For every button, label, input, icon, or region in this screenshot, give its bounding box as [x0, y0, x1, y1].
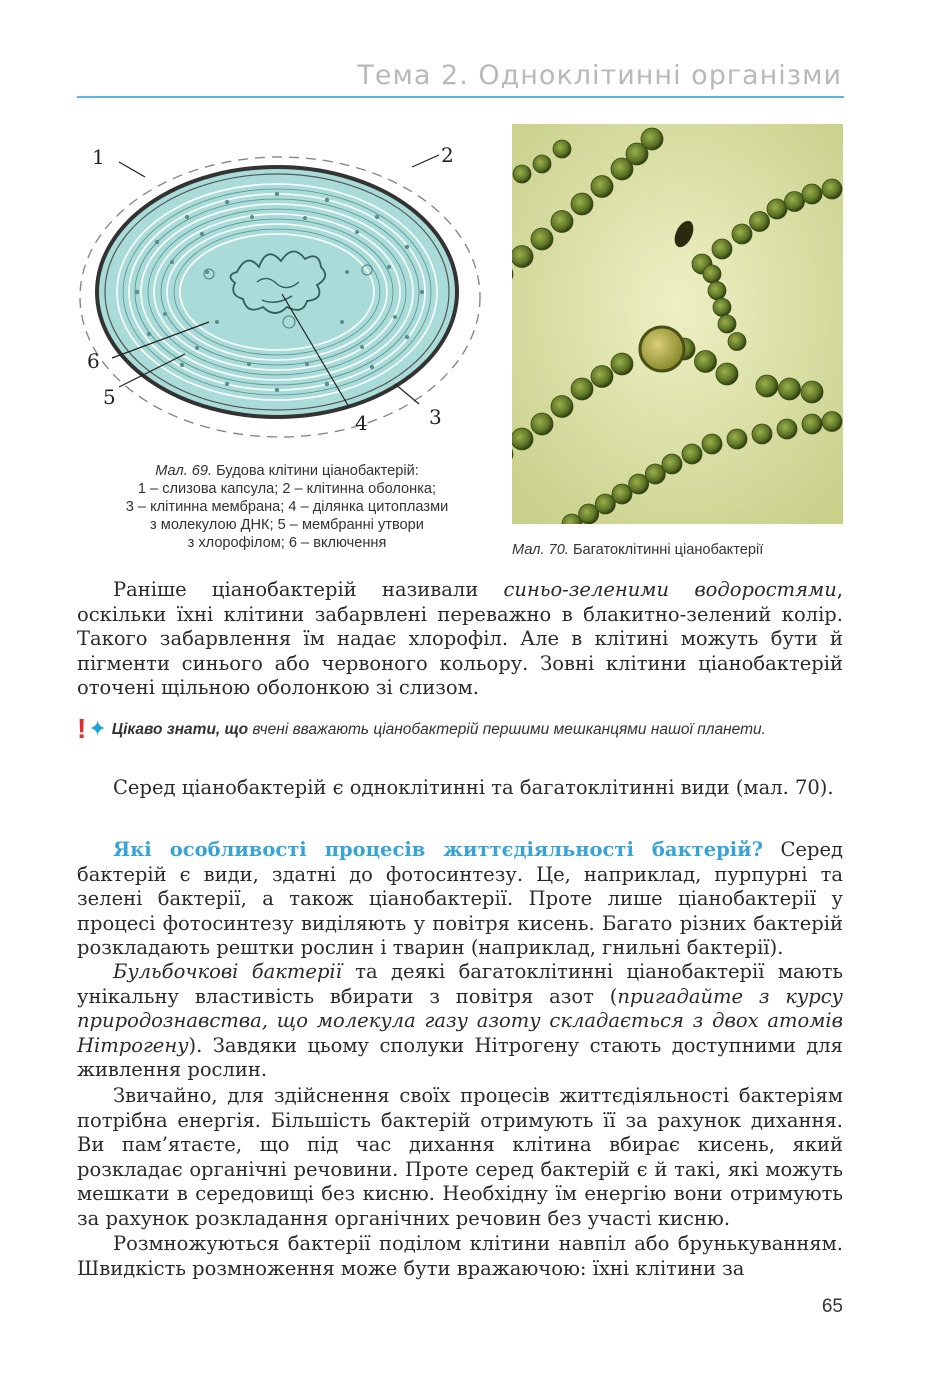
paragraph-4: Бульбочкові бактерії та деякі багатоклітинні ціанобактерії мають унікальну властивість вбирати з повітря азот (пригадайте з курсу природознавства, що молекула газу азоту складається з двох атомів Нітрогену). Завдяки цьому сполуки Нітрогену стають доступними для живлення рослин. [77, 960, 843, 1081]
figure-69-caption [77, 462, 497, 552]
caption-line: з хлорофілом; 6 – включення [187, 535, 387, 551]
caption-line: 1 – слизова капсула; 2 – клітинна оболонка; [137, 481, 437, 497]
paragraph-3: Які особливості процесів життєдіяльності бактерій? Серед бактерій є види, здатні до фотосинтезу. Це, наприклад, пурпурні та зелені бактерії, а також ціанобактерії. Проте лише ціанобактерії у процесі фотосинтезу виділяють у повітря кисень. Багато різних бактерій розкладають рештки рослин і тварин (наприклад, гнильні бактерії). [77, 838, 843, 959]
caption-lead: Мал. 69. [155, 463, 213, 479]
exclamation-icon: ! [77, 713, 87, 744]
caption-text: Багатоклітинні ціанобактерії [572, 542, 764, 558]
figure-70-micrograph [512, 124, 843, 524]
figure-69-diagram [77, 122, 497, 472]
label-1: 1 [92, 145, 105, 169]
fact-heading: Цікаво знати, що [111, 721, 249, 738]
caption-line: 3 – клітинна мембрана; 4 – ділянка цитоплазми [125, 499, 449, 515]
paragraph-6: Розмножуються бактерії поділом клітини навпіл або брунькуванням. Швидкість розмноження може бути вражаючою: їхні клітини за [77, 1232, 843, 1280]
caption-lead: Мал. 70. [512, 542, 569, 558]
caption-line: Мал. 69. Будова клітини ціанобактерій: [155, 463, 419, 479]
section-question: Які особливості процесів життєдіяльності бактерій? [113, 838, 764, 861]
page-number: 65 [821, 1296, 843, 1317]
figure-70-caption [512, 542, 763, 558]
header-rule [77, 96, 844, 98]
fact-text: вчені вважають ціанобактерій першими мешканцями нашої планети. [248, 721, 766, 738]
chapter-title: Тема 2. Одноклітинні організми [357, 60, 842, 91]
label-4: 4 [355, 411, 368, 435]
paragraph-1: Раніше ціанобактерій називали синьо-зеленими водоростями, оскільки їхні клітини забарвлені переважно в блакитно-зелений колір. Такого забарвлення їм надає хлорофіл. Але в клітині можуть бути й пігменти синього або червоного кольору. Зовні клітини ціанобактерій оточені щільною оболонкою зі слизом. [77, 578, 843, 699]
caption-line: з молекулою ДНК; 5 – мембранні утвори [150, 517, 424, 533]
label-2: 2 [441, 143, 454, 167]
label-3: 3 [429, 405, 442, 429]
star-icon: ✦ [88, 716, 107, 741]
label-5: 5 [103, 385, 116, 409]
paragraph-5: Звичайно, для здійснення своїх процесів життєдіяльності бактеріям потрібна енергія. Більшість бактерій отримують її за рахунок дихання. Ви пам’ятаєте, що під час дихання клітина вбирає кисень, який розкладає органічні речовини. Проте серед бактерій є й такі, які можуть мешкати в середовищі без кисню. Необхідну їм енергію вони отримують за рахунок розкладання органічних речовин без участі кисню. [77, 1084, 843, 1230]
paragraph-2: Серед ціанобактерій є одноклітинні та багатоклітинні види (мал. 70). [113, 776, 834, 799]
label-6: 6 [87, 349, 100, 373]
fun-fact-box [77, 713, 843, 744]
emphasis: синьо-зеленими водоростями [503, 578, 837, 601]
